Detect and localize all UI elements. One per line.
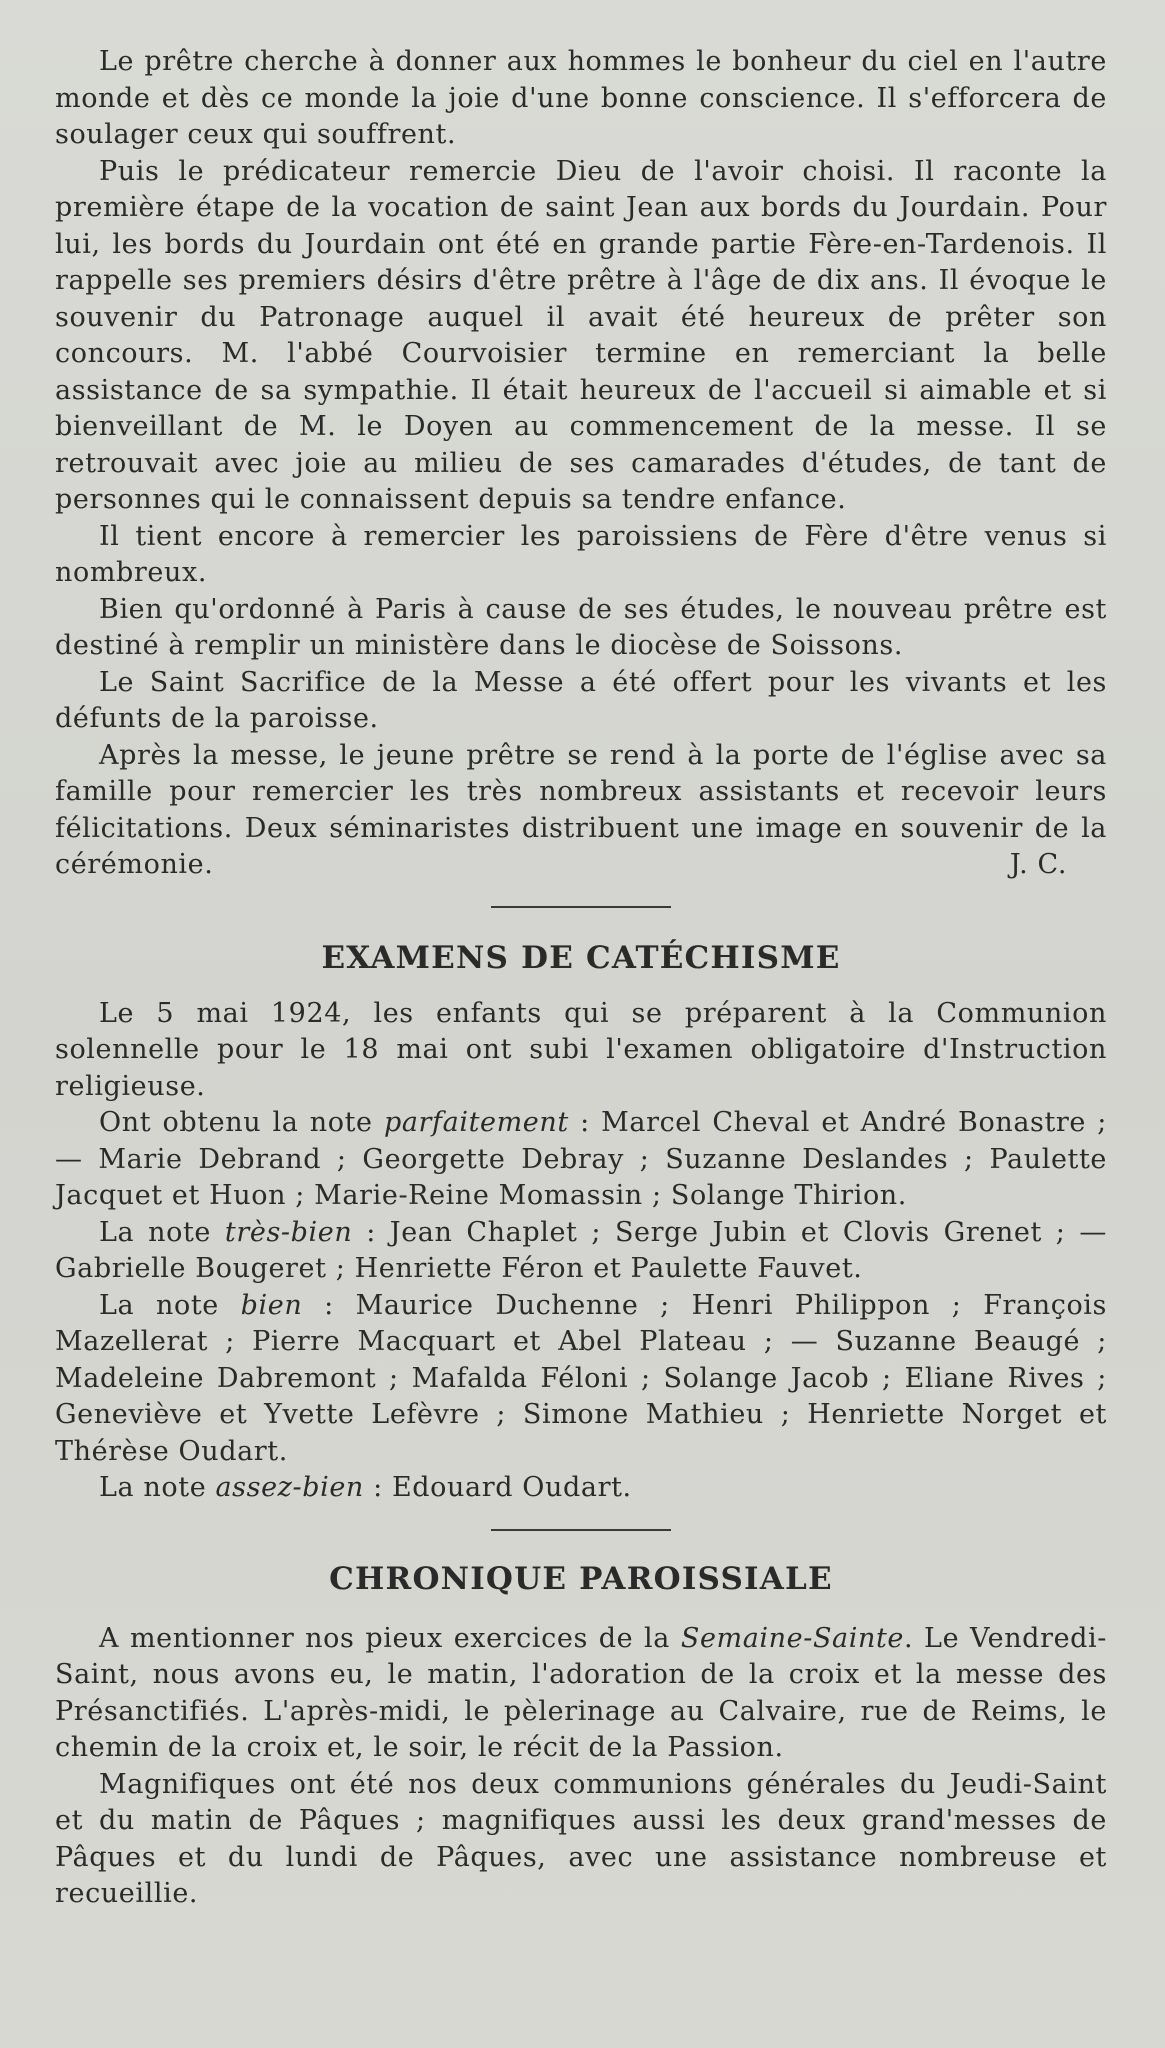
paragraph: [55, 1621, 1107, 1767]
result-names: : Edouard Oudart.: [363, 1472, 632, 1503]
result-grade: parfaitement: [383, 1107, 569, 1138]
ordination-report: [55, 44, 1107, 884]
result-names: : Marcel Cheval et André Bonastre ; — Marie Debrand ; Georgette Debray ; Suzanne Deslandes ; Paulette Jacquet et Huon ; Marie-Reine Momassin ; Solange Thirion.: [55, 1107, 1108, 1211]
section-title: EXAMENS DE CATÉCHISME: [321, 939, 841, 976]
result-grade: bien: [240, 1289, 303, 1321]
paragraph-text: Après la messe, le jeune prêtre se rend à la porte de l'église avec sa famille pour remercier les très nombreux assistants et recevoir leurs félicitations. Deux séminaristes distribuent une image en souvenir de la cérémonie.: [55, 739, 1107, 880]
paragraph: Il tient encore à remercier les paroissiens de Fère d'être venus si nombreux.: [55, 520, 1107, 588]
paragraph: Le Saint Sacrifice de la Messe a été offert pour les vivants et les défunts de la paroisse.: [55, 666, 1107, 734]
result-names: : Maurice Duchenne ; Henri Philippon ; François Mazellerat ; Pierre Macquart et Abel Plateau ; — Suzanne Beaugé ; Madeleine Dabremont ; Mafalda Féloni ; Solange Jacob ; Eliane Rives ; Geneviève et Yvette Lefèvre ; Simone Mathieu ; Henriette Norget et Thérèse Oudart.: [55, 1289, 1107, 1467]
paragraph: Bien qu'ordonné à Paris à cause de ses études, le nouveau prêtre est destiné à remplir un ministère dans le diocèse de Soissons.: [55, 593, 1107, 661]
catechism-exams: [55, 938, 1107, 1507]
result-prefix: Ont obtenu la note: [99, 1107, 373, 1138]
paragraph: Magnifiques ont été nos deux communions générales du Jeudi-Saint et du matin de Pâques ; magnifiques aussi les deux grand'messes de Pâques et du lundi de Pâques, avec une assistance nombreuse et recueillie.: [55, 1768, 1107, 1909]
emphasis: Semaine-Sainte: [680, 1622, 904, 1654]
result-line: [55, 1215, 1107, 1288]
section-divider: [491, 1529, 671, 1531]
result-line: [55, 1105, 1107, 1215]
paragraph: Puis le prédicateur remercie Dieu de l'avoir choisi. Il raconte la première étape de la vocation de saint Jean aux bords du Jourdain. Pour lui, les bords du Jourdain ont été en grande partie Fère-en-Tardenois. Il rappelle ses premiers désirs d'être prêtre à l'âge de dix ans. Il évoque le souvenir du Patronage auquel il avait été heureux de prêter son concours. M. l'abbé Courvoisier termine en remerciant la belle assistance de sa sympathie. Il était heureux de l'accueil si aimable et si bienveillant de M. le Doyen au commencement de la messe. Il se retrouvait avec joie au milieu de ses camarades d'études, de tant de personnes qui le connaissent depuis sa tendre enfance.: [55, 155, 1107, 515]
paragraph-last: [55, 738, 1107, 884]
result-grade: très-bien: [224, 1216, 353, 1248]
section-title: CHRONIQUE PAROISSIALE: [329, 1560, 833, 1597]
result-names: : Jean Chaplet ; Serge Jubin et Clovis Grenet ; — Gabrielle Bougeret ; Henriette Féron et Paulette Fauvet.: [55, 1216, 1107, 1284]
result-grade: assez-bien: [215, 1472, 364, 1503]
result-line: [55, 1288, 1107, 1471]
paragraph: Le 5 mai 1924, les enfants qui se préparent à la Communion solennelle pour le 18 mai ont subi l'examen obligatoire d'Instruction religieuse.: [55, 997, 1107, 1102]
result-prefix: La note: [99, 1216, 211, 1248]
result-prefix: La note: [99, 1472, 207, 1503]
parish-chronicle: [55, 1559, 1107, 1913]
text-run: . Le Vendredi-Saint, nous avons eu, le matin, l'adoration de la croix et la messe des Présanctifiés. L'après-midi, le pèlerinage au Calvaire, rue de Reims, le chemin de la croix et, le soir, le récit de la Passion.: [55, 1622, 1107, 1763]
text-run: A mentionner nos pieux exercices de la: [99, 1622, 681, 1654]
result-line: [55, 1470, 1107, 1507]
result-prefix: La note: [99, 1289, 219, 1321]
signature: J. C.: [1009, 849, 1067, 880]
paragraph: Le prêtre cherche à donner aux hommes le bonheur du ciel en l'autre monde et dès ce monde la joie d'une bonne conscience. Il s'efforcera de soulager ceux qui souffrent.: [55, 46, 1107, 150]
section-divider: [491, 906, 671, 908]
